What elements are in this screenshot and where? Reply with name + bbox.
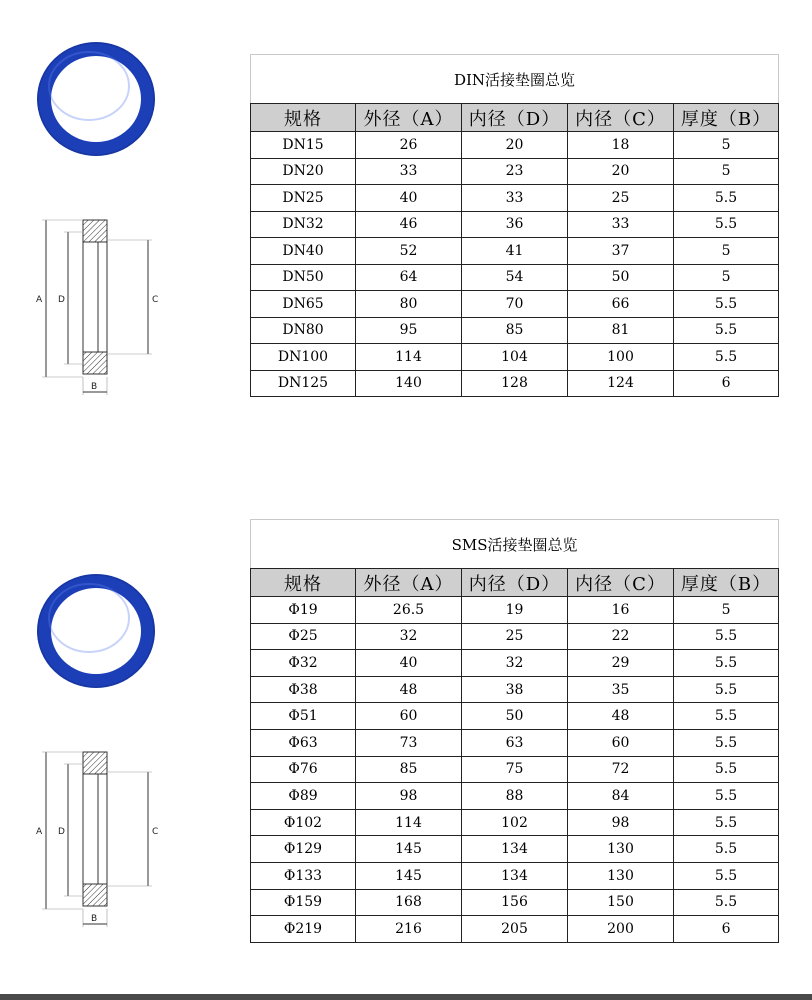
value-cell: 20 <box>462 132 568 159</box>
value-cell: 26.5 <box>356 597 462 624</box>
value-cell: 5.5 <box>674 211 779 238</box>
table-row <box>251 238 779 265</box>
value-cell: 128 <box>462 370 568 397</box>
value-cell: 100 <box>568 344 674 371</box>
value-cell: 114 <box>356 344 462 371</box>
spec-cell: Φ102 <box>251 809 356 836</box>
table-row <box>251 623 779 650</box>
value-cell: 102 <box>462 809 568 836</box>
gasket-section-drawing-din <box>28 212 168 402</box>
spec-cell: DN80 <box>251 317 356 344</box>
bottom-border-bar <box>0 994 812 1000</box>
sms-header-cell: 厚度（B） <box>674 569 779 597</box>
spec-cell: DN125 <box>251 370 356 397</box>
table-row <box>251 650 779 677</box>
spec-cell: Φ25 <box>251 623 356 650</box>
value-cell: 5.5 <box>674 344 779 371</box>
value-cell: 32 <box>356 623 462 650</box>
table-row <box>251 703 779 730</box>
value-cell: 85 <box>356 756 462 783</box>
value-cell: 5.5 <box>674 291 779 318</box>
din-table-title: DIN活接垫圈总览 <box>251 55 779 104</box>
din-header-cell: 外径（A） <box>356 104 462 132</box>
sms-header-cell: 内径（D） <box>462 569 568 597</box>
value-cell: 60 <box>356 703 462 730</box>
table-row <box>251 756 779 783</box>
value-cell: 5.5 <box>674 783 779 810</box>
value-cell: 5.5 <box>674 623 779 650</box>
value-cell: 25 <box>462 623 568 650</box>
value-cell: 168 <box>356 889 462 916</box>
spec-cell: Φ19 <box>251 597 356 624</box>
gasket-ring-image-sms <box>34 572 158 690</box>
din-header-cell: 厚度（B） <box>674 104 779 132</box>
value-cell: 60 <box>568 729 674 756</box>
dimension-label-d: D <box>58 295 65 305</box>
value-cell: 145 <box>356 862 462 889</box>
value-cell: 54 <box>462 264 568 291</box>
table-row <box>251 809 779 836</box>
value-cell: 134 <box>462 836 568 863</box>
dimension-label-b: B <box>91 914 98 924</box>
value-cell: 104 <box>462 344 568 371</box>
value-cell: 5 <box>674 264 779 291</box>
value-cell: 36 <box>462 211 568 238</box>
value-cell: 32 <box>462 650 568 677</box>
value-cell: 52 <box>356 238 462 265</box>
table-row <box>251 132 779 159</box>
value-cell: 50 <box>568 264 674 291</box>
value-cell: 22 <box>568 623 674 650</box>
value-cell: 80 <box>356 291 462 318</box>
value-cell: 5.5 <box>674 185 779 212</box>
value-cell: 6 <box>674 370 779 397</box>
table-row <box>251 676 779 703</box>
value-cell: 66 <box>568 291 674 318</box>
value-cell: 130 <box>568 862 674 889</box>
spec-cell: DN20 <box>251 158 356 185</box>
value-cell: 5.5 <box>674 676 779 703</box>
sms-table-header-row <box>251 569 779 597</box>
value-cell: 6 <box>674 916 779 943</box>
value-cell: 33 <box>568 211 674 238</box>
value-cell: 63 <box>462 729 568 756</box>
table-row <box>251 264 779 291</box>
value-cell: 25 <box>568 185 674 212</box>
value-cell: 48 <box>356 676 462 703</box>
spec-cell: DN100 <box>251 344 356 371</box>
din-table-header-row <box>251 104 779 132</box>
table-row <box>251 317 779 344</box>
value-cell: 205 <box>462 916 568 943</box>
value-cell: 5.5 <box>674 317 779 344</box>
sms-header-cell: 规格 <box>251 569 356 597</box>
value-cell: 18 <box>568 132 674 159</box>
gasket-ring-image-din <box>34 40 158 158</box>
value-cell: 40 <box>356 185 462 212</box>
value-cell: 5.5 <box>674 862 779 889</box>
value-cell: 29 <box>568 650 674 677</box>
value-cell: 73 <box>356 729 462 756</box>
value-cell: 19 <box>462 597 568 624</box>
value-cell: 41 <box>462 238 568 265</box>
value-cell: 50 <box>462 703 568 730</box>
value-cell: 85 <box>462 317 568 344</box>
dimension-label-a: A <box>36 827 43 837</box>
value-cell: 37 <box>568 238 674 265</box>
value-cell: 150 <box>568 889 674 916</box>
value-cell: 20 <box>568 158 674 185</box>
value-cell: 64 <box>356 264 462 291</box>
value-cell: 84 <box>568 783 674 810</box>
spec-cell: Φ159 <box>251 889 356 916</box>
spec-cell: Φ89 <box>251 783 356 810</box>
table-row <box>251 344 779 371</box>
spec-cell: Φ51 <box>251 703 356 730</box>
din-header-cell: 规格 <box>251 104 356 132</box>
spec-cell: Φ38 <box>251 676 356 703</box>
value-cell: 5.5 <box>674 729 779 756</box>
din-header-cell: 内径（D） <box>462 104 568 132</box>
sms-table-title: SMS活接垫圈总览 <box>251 520 779 569</box>
value-cell: 140 <box>356 370 462 397</box>
table-row <box>251 158 779 185</box>
value-cell: 38 <box>462 676 568 703</box>
sms-header-cell: 外径（A） <box>356 569 462 597</box>
table-row <box>251 597 779 624</box>
value-cell: 75 <box>462 756 568 783</box>
value-cell: 124 <box>568 370 674 397</box>
value-cell: 5.5 <box>674 809 779 836</box>
dimension-label-b: B <box>91 382 98 392</box>
value-cell: 70 <box>462 291 568 318</box>
gasket-section-drawing-sms <box>28 744 168 934</box>
value-cell: 156 <box>462 889 568 916</box>
table-row <box>251 783 779 810</box>
spec-cell: DN50 <box>251 264 356 291</box>
spec-cell: DN65 <box>251 291 356 318</box>
dimension-label-c: C <box>152 295 159 305</box>
table-row <box>251 185 779 212</box>
value-cell: 35 <box>568 676 674 703</box>
sms-header-cell: 内径（C） <box>568 569 674 597</box>
value-cell: 26 <box>356 132 462 159</box>
value-cell: 114 <box>356 809 462 836</box>
value-cell: 98 <box>356 783 462 810</box>
dimension-label-a: A <box>36 295 43 305</box>
spec-cell: Φ133 <box>251 862 356 889</box>
value-cell: 5 <box>674 597 779 624</box>
din-gasket-table <box>250 54 779 397</box>
table-row <box>251 862 779 889</box>
value-cell: 5.5 <box>674 703 779 730</box>
value-cell: 88 <box>462 783 568 810</box>
spec-cell: DN15 <box>251 132 356 159</box>
table-row <box>251 370 779 397</box>
value-cell: 98 <box>568 809 674 836</box>
value-cell: 200 <box>568 916 674 943</box>
value-cell: 81 <box>568 317 674 344</box>
value-cell: 134 <box>462 862 568 889</box>
value-cell: 216 <box>356 916 462 943</box>
value-cell: 5 <box>674 158 779 185</box>
table-row <box>251 889 779 916</box>
spec-cell: DN40 <box>251 238 356 265</box>
spec-cell: DN32 <box>251 211 356 238</box>
spec-cell: Φ129 <box>251 836 356 863</box>
value-cell: 5.5 <box>674 650 779 677</box>
sms-gasket-table <box>250 519 779 943</box>
value-cell: 130 <box>568 836 674 863</box>
value-cell: 5.5 <box>674 889 779 916</box>
spec-cell: Φ76 <box>251 756 356 783</box>
value-cell: 95 <box>356 317 462 344</box>
value-cell: 33 <box>356 158 462 185</box>
dimension-label-c: C <box>152 827 159 837</box>
value-cell: 5.5 <box>674 836 779 863</box>
value-cell: 48 <box>568 703 674 730</box>
spec-cell: Φ32 <box>251 650 356 677</box>
value-cell: 33 <box>462 185 568 212</box>
value-cell: 5 <box>674 238 779 265</box>
dimension-label-d: D <box>58 827 65 837</box>
table-row <box>251 729 779 756</box>
value-cell: 5.5 <box>674 756 779 783</box>
table-row <box>251 916 779 943</box>
value-cell: 40 <box>356 650 462 677</box>
din-header-cell: 内径（C） <box>568 104 674 132</box>
table-row <box>251 211 779 238</box>
spec-cell: DN25 <box>251 185 356 212</box>
spec-cell: Φ63 <box>251 729 356 756</box>
value-cell: 46 <box>356 211 462 238</box>
value-cell: 145 <box>356 836 462 863</box>
value-cell: 72 <box>568 756 674 783</box>
value-cell: 23 <box>462 158 568 185</box>
table-row <box>251 836 779 863</box>
value-cell: 5 <box>674 132 779 159</box>
value-cell: 16 <box>568 597 674 624</box>
spec-cell: Φ219 <box>251 916 356 943</box>
table-row <box>251 291 779 318</box>
